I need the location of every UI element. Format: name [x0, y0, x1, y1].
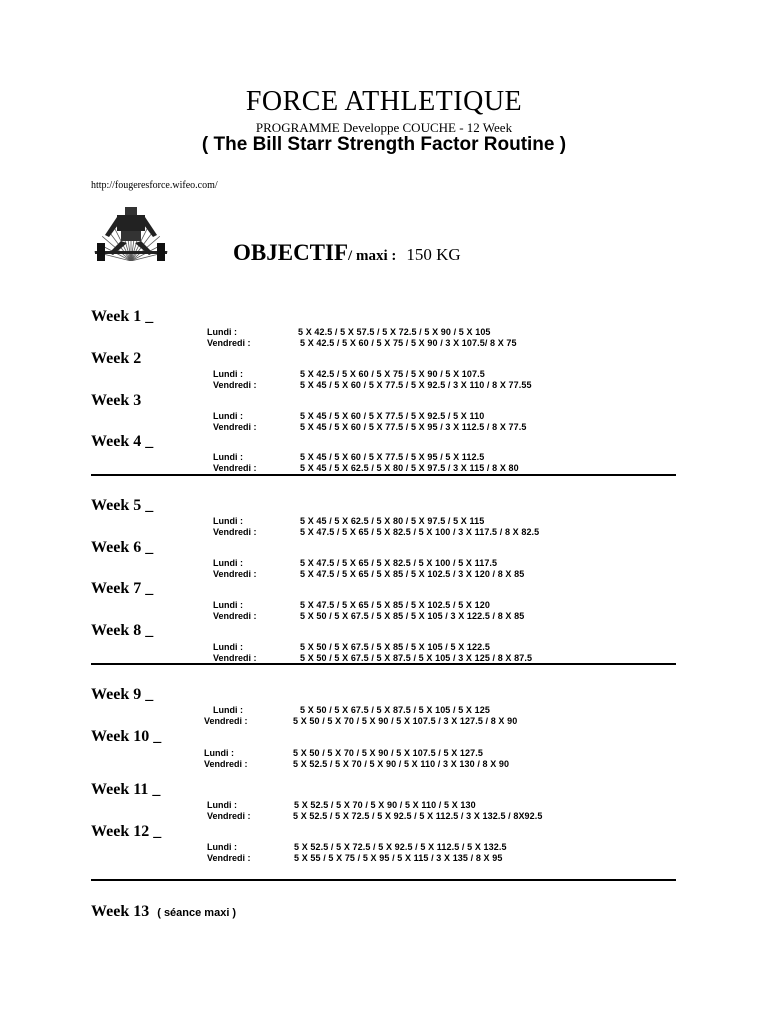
vendredi-label: Vendredi :	[213, 653, 257, 663]
lundi-label: Lundi :	[213, 705, 243, 715]
lundi-label: Lundi :	[213, 600, 243, 610]
vendredi-sets: 5 X 50 / 5 X 70 / 5 X 90 / 5 X 107.5 / 3 X 127.5 / 8 X 90	[293, 716, 518, 726]
lundi-sets: 5 X 47.5 / 5 X 65 / 5 X 85 / 5 X 102.5 / 5 X 120	[300, 600, 490, 610]
weightlifter-logo	[91, 201, 171, 263]
vendredi-label: Vendredi :	[204, 759, 248, 769]
lundi-sets: 5 X 45 / 5 X 60 / 5 X 77.5 / 5 X 92.5 / 5 X 110	[300, 411, 485, 421]
lundi-sets: 5 X 47.5 / 5 X 65 / 5 X 82.5 / 5 X 100 / 5 X 117.5	[300, 558, 498, 568]
vendredi-label: Vendredi :	[213, 611, 257, 621]
lundi-sets: 5 X 45 / 5 X 62.5 / 5 X 80 / 5 X 97.5 / 5 X 115	[300, 516, 485, 526]
lundi-sets: 5 X 45 / 5 X 60 / 5 X 77.5 / 5 X 95 / 5 X 112.5	[300, 452, 485, 462]
vendredi-sets: 5 X 50 / 5 X 67.5 / 5 X 87.5 / 5 X 105 / 3 X 125 / 8 X 87.5	[300, 653, 533, 663]
vendredi-sets: 5 X 52.5 / 5 X 70 / 5 X 90 / 5 X 110 / 3 X 130 / 8 X 90	[293, 759, 510, 769]
vendredi-sets: 5 X 52.5 / 5 X 72.5 / 5 X 92.5 / 5 X 112.5 / 3 X 132.5 / 8X92.5	[293, 811, 543, 821]
week-label: Week 8 _	[91, 622, 154, 639]
lundi-sets: 5 X 42.5 / 5 X 60 / 5 X 75 / 5 X 90 / 5 X 107.5	[300, 369, 485, 379]
lundi-label: Lundi :	[213, 452, 243, 462]
objective-sub-label: / maxi :	[348, 248, 397, 264]
vendredi-label: Vendredi :	[207, 853, 251, 863]
week-label: Week 11 _	[91, 781, 161, 798]
vendredi-sets: 5 X 55 / 5 X 75 / 5 X 95 / 5 X 115 / 3 X 135 / 8 X 95	[294, 853, 503, 863]
lundi-sets: 5 X 42.5 / 5 X 57.5 / 5 X 72.5 / 5 X 90 / 5 X 105	[298, 327, 491, 337]
vendredi-label: Vendredi :	[204, 716, 248, 726]
vendredi-label: Vendredi :	[213, 569, 257, 579]
section-divider	[91, 474, 676, 476]
lundi-label: Lundi :	[204, 748, 234, 758]
lundi-label: Lundi :	[213, 642, 243, 652]
routine-title: ( The Bill Starr Strength Factor Routine )	[201, 134, 567, 155]
lundi-sets: 5 X 50 / 5 X 67.5 / 5 X 87.5 / 5 X 105 / 5 X 125	[300, 705, 490, 715]
lundi-sets: 5 X 52.5 / 5 X 72.5 / 5 X 92.5 / 5 X 112.5 / 5 X 132.5	[294, 842, 507, 852]
lundi-label: Lundi :	[213, 411, 243, 421]
website-url[interactable]: http://fougeresforce.wifeo.com/	[91, 180, 218, 191]
vendredi-label: Vendredi :	[213, 463, 257, 473]
program-subtitle: PROGRAMME Developpe COUCHE - 12 Week	[255, 120, 513, 135]
vendredi-sets: 5 X 45 / 5 X 60 / 5 X 77.5 / 5 X 95 / 3 X 112.5 / 8 X 77.5	[300, 422, 527, 432]
lundi-label: Lundi :	[213, 558, 243, 568]
vendredi-sets: 5 X 42.5 / 5 X 60 / 5 X 75 / 5 X 90 / 3 X 107.5/ 8 X 75	[300, 338, 517, 348]
lundi-sets: 5 X 50 / 5 X 70 / 5 X 90 / 5 X 107.5 / 5 X 127.5	[293, 748, 483, 758]
week-label: Week 4 _	[91, 433, 154, 450]
vendredi-label: Vendredi :	[207, 338, 251, 348]
objective-label: OBJECTIF	[233, 240, 349, 265]
week-label: Week 9 _	[91, 686, 154, 703]
objective	[233, 240, 461, 266]
week-label: Week 1 _	[91, 308, 154, 325]
lundi-label: Lundi :	[213, 369, 243, 379]
week-13-row	[91, 903, 236, 921]
vendredi-sets: 5 X 45 / 5 X 62.5 / 5 X 80 / 5 X 97.5 / 3 X 115 / 8 X 80	[300, 463, 519, 473]
vendredi-sets: 5 X 47.5 / 5 X 65 / 5 X 82.5 / 5 X 100 / 3 X 117.5 / 8 X 82.5	[300, 527, 540, 537]
week-label: Week 13	[91, 903, 150, 920]
section-divider	[91, 663, 676, 665]
vendredi-label: Vendredi :	[213, 422, 257, 432]
vendredi-label: Vendredi :	[213, 380, 257, 390]
vendredi-label: Vendredi :	[207, 811, 251, 821]
lundi-sets: 5 X 50 / 5 X 67.5 / 5 X 85 / 5 X 105 / 5 X 122.5	[300, 642, 490, 652]
week-label: Week 12 _	[91, 823, 162, 840]
week-13-note: ( séance maxi )	[157, 907, 237, 919]
section-divider	[91, 879, 676, 881]
week-label: Week 10 _	[91, 728, 162, 745]
week-label: Week 7 _	[91, 580, 154, 597]
week-label: Week 5 _	[91, 497, 154, 514]
lundi-label: Lundi :	[207, 327, 237, 337]
vendredi-sets: 5 X 50 / 5 X 67.5 / 5 X 85 / 5 X 105 / 3 X 122.5 / 8 X 85	[300, 611, 525, 621]
lundi-sets: 5 X 52.5 / 5 X 70 / 5 X 90 / 5 X 110 / 5 X 130	[294, 800, 476, 810]
week-label: Week 2	[91, 350, 142, 367]
page-title: FORCE ATHLETIQUE	[245, 86, 523, 117]
vendredi-sets: 5 X 45 / 5 X 60 / 5 X 77.5 / 5 X 92.5 / 3 X 110 / 8 X 77.55	[300, 380, 532, 390]
week-label: Week 6 _	[91, 539, 154, 556]
vendredi-label: Vendredi :	[213, 527, 257, 537]
lundi-label: Lundi :	[207, 800, 237, 810]
lundi-label: Lundi :	[207, 842, 237, 852]
vendredi-sets: 5 X 47.5 / 5 X 65 / 5 X 85 / 5 X 102.5 / 3 X 120 / 8 X 85	[300, 569, 525, 579]
objective-value: 150 KG	[406, 245, 461, 264]
week-label: Week 3	[91, 392, 142, 409]
lundi-label: Lundi :	[213, 516, 243, 526]
